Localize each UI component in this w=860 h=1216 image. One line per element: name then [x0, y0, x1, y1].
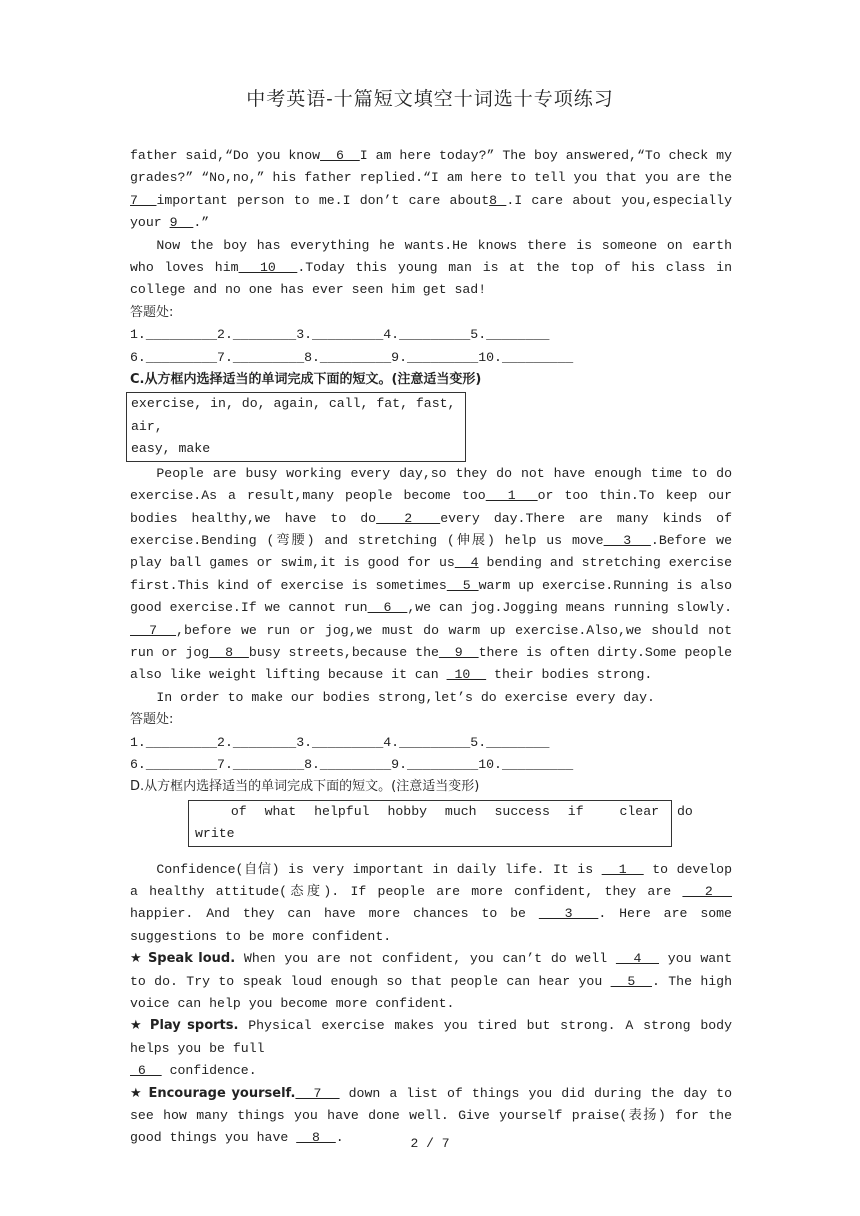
- text: . The high voice can help you become more confident.: [130, 973, 733, 1012]
- text: When you are not confident, you can’t do well: [235, 951, 616, 967]
- text: down a list of things you did during the day to see how many things you have done well. Give yourself praise(表扬) for the good things you have: [130, 1085, 732, 1146]
- blank-8: 8: [209, 644, 249, 660]
- section-c-paragraph: [130, 463, 732, 687]
- answer-row-1: 1._________2.________3._________4._________5.________: [130, 734, 550, 750]
- text: .Before we play ball games or swim,it is good for us: [130, 532, 732, 571]
- blank-8: 8: [489, 192, 507, 208]
- blank-2: 2: [376, 510, 441, 526]
- text: .: [335, 1130, 344, 1146]
- word-box-c: [126, 392, 466, 461]
- text: every day.There are many kinds of exercise.Bending (弯腰) and stretching (伸展) help us move: [130, 510, 733, 548]
- answer-row-2: 6._________7._________8._________9._________10._________: [130, 349, 574, 365]
- blank-1: 1: [485, 488, 538, 504]
- section-c-closing: In order to make our bodies strong,let’s do exercise every day.: [156, 689, 655, 705]
- page-number: 2 / 7: [410, 1136, 450, 1151]
- word-box-line: easy, make: [131, 441, 211, 457]
- answer-label: 答题处:: [130, 304, 174, 320]
- word-box-line: of what helpful hobby much success if clear do: [195, 803, 693, 819]
- blank-9: 9: [169, 215, 194, 231]
- text: .Today this young man is at the top of his class in college and no one has ever seen him get sad!: [130, 260, 732, 298]
- text: busy streets,because the: [248, 644, 439, 660]
- answer-label: 答题处:: [130, 712, 174, 728]
- section-d-heading: D.从方框内选择适当的单词完成下面的短文。(注意适当变形): [130, 779, 480, 795]
- blank-10: 10: [446, 667, 487, 683]
- section-b-paragraph-2: [130, 235, 732, 302]
- blank-3: 3: [538, 906, 599, 922]
- text: .I care about you,especially your: [130, 192, 733, 231]
- blank-9: 9: [438, 644, 479, 660]
- text: or too thin.To keep our bodies healthy,we have to do: [130, 488, 732, 526]
- text: People are busy working every day,so they do not have enough time to do exercise.As a result,many people become too: [130, 465, 732, 504]
- answer-row-2: 6._________7._________8._________9._________10._________: [130, 756, 574, 772]
- text: Confidence(自信) is very important in daily life. It is: [156, 861, 602, 877]
- blank-7: 7: [130, 192, 157, 208]
- text: . Here are some suggestions to be more confident.: [130, 906, 732, 944]
- blank-6: 6: [130, 1063, 162, 1079]
- blank-6: 6: [320, 148, 360, 163]
- word-box-d: [188, 800, 693, 847]
- blank-1: 1: [601, 861, 644, 877]
- text: Now the boy has everything he wants.He knows there is someone on earth who loves him: [130, 237, 732, 276]
- text: ,we can jog.Jogging means running slowly.: [407, 600, 732, 616]
- section-d-intro: [130, 859, 732, 949]
- blank-4: 4: [454, 555, 479, 571]
- star-title: ★ Speak loud.: [130, 951, 236, 967]
- blank-3: 3: [603, 532, 651, 548]
- word-box-line: write: [195, 826, 235, 842]
- blank-7: 7: [295, 1085, 340, 1101]
- text: father said,“Do you know: [130, 148, 321, 163]
- blank-7: 7: [130, 622, 177, 638]
- text: to develop a healthy attitude(态度). If people are more confident, they are: [130, 861, 732, 899]
- blank-8: 8: [296, 1130, 336, 1146]
- text: there is often dirty.Some people also like weight lifting because it can: [130, 644, 732, 683]
- blank-2: 2: [682, 884, 732, 899]
- text: .”: [193, 215, 210, 231]
- star-title: ★ Encourage yourself.: [130, 1085, 296, 1101]
- blank-10: 10: [238, 260, 298, 276]
- text: bending and stretching exercise first.This kind of exercise is sometimes: [130, 555, 733, 593]
- section-c-heading: C.从方框内选择适当的单词完成下面的短文。(注意适当变形): [130, 372, 482, 388]
- blank-4: 4: [615, 951, 659, 967]
- text: I am here today?” The boy answered,“To check my grades?” “No,no,” his father replied.“I am here to tell you that you are the: [130, 148, 732, 186]
- suggestion-play-sports: [130, 1015, 732, 1060]
- text: confidence.: [161, 1063, 257, 1079]
- text: happier. And they can have more chances to be: [130, 906, 539, 922]
- star-title: ★ Play sports.: [130, 1018, 239, 1034]
- text: ,before we run or jog,we must do warm up exercise.Also,we should not run or jog: [130, 622, 732, 660]
- text: their bodies strong.: [486, 667, 653, 683]
- text: Physical exercise makes you tired but strong. A strong body helps you be full: [130, 1018, 732, 1056]
- text: important person to me.I don’t care about: [156, 192, 490, 208]
- blank-5: 5: [610, 973, 652, 989]
- suggestion-play-sports-cont: [130, 1060, 732, 1082]
- document-body: [130, 145, 732, 1150]
- suggestion-speak-loud: [130, 948, 732, 1015]
- section-b-paragraph-1: [130, 145, 732, 235]
- text: warm up exercise.Running is also good exercise.If we cannot run: [130, 577, 732, 616]
- answer-row-1: 1._________2.________3._________4._________5.________: [130, 327, 550, 343]
- text: you want to do. Try to speak loud enough so that people can hear you: [130, 951, 732, 989]
- page-header-title: 中考英语-十篇短文填空十词选十专项练习: [246, 88, 614, 110]
- blank-6: 6: [367, 600, 408, 616]
- blank-5: 5: [446, 577, 479, 593]
- word-box-line: exercise, in, do, again, call, fat, fast, air,: [131, 396, 456, 434]
